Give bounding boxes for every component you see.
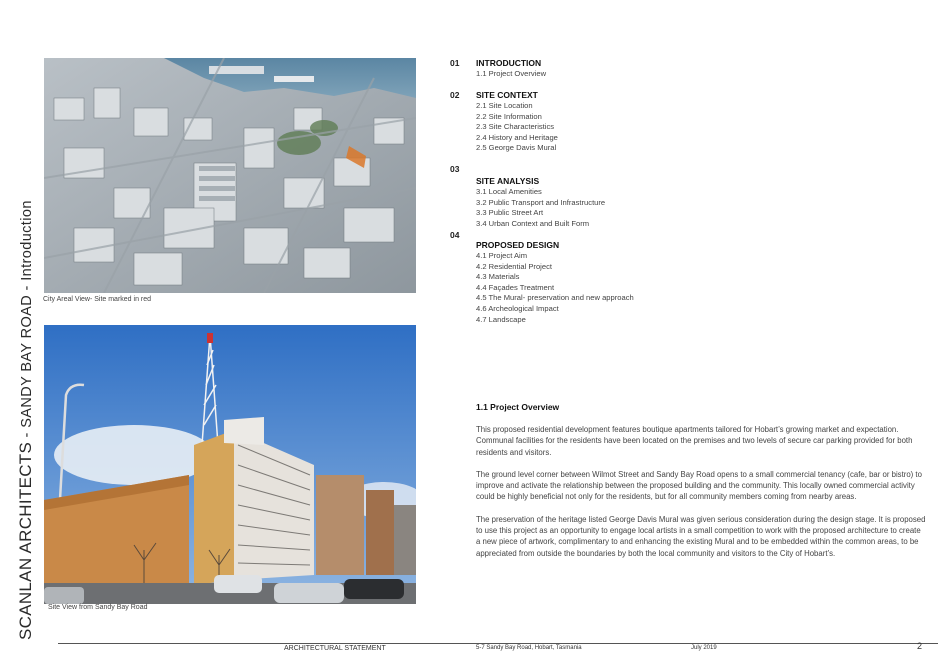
toc-item: 2.2 Site Information bbox=[476, 111, 542, 121]
overview-heading: 1.1 Project Overview bbox=[476, 402, 560, 412]
footer-document-label: ARCHITECTURAL STATEMENT bbox=[284, 645, 386, 652]
toc-item: 2.3 Site Characteristics bbox=[476, 122, 555, 132]
aerial-photo-caption: City Areal View- Site marked in red bbox=[43, 296, 152, 303]
street-photo-caption: Site View from Sandy Bay Road bbox=[48, 604, 148, 611]
street-view-photo bbox=[44, 325, 416, 604]
toc-item: 2.5 George Davis Mural bbox=[476, 143, 557, 153]
toc-item: 4.6 Archeological Impact bbox=[476, 303, 559, 313]
side-title: SCANLAN ARCHITECTS - SANDY BAY ROAD - Introduction bbox=[16, 200, 35, 640]
toc-item: 3.3 Public Street Art bbox=[476, 208, 544, 218]
title-separator: - bbox=[19, 427, 35, 442]
overview-paragraph: The preservation of the heritage listed George Davis Mural was given serious consideration during the design stage. It is proposed to use this project as an opportunity to engage local artists in a small competition to work with the proposed architecture to create a new piece of artwork, complimentary to and enhancing the existing Mural and to be embedded within the common areas, to be appreciated from outside the boundaries by both the local community and visitors to the City of Hobart’s. bbox=[476, 514, 926, 558]
overview-paragraph: This proposed residential development features boutique apartments tailored for Hobart’s growing market and expectation. Communal facilities for the residents have been located on the premises and two levels of secure car parking provided for both residents and visitors. bbox=[476, 425, 913, 457]
toc-section-heading: SITE ANALYSIS bbox=[476, 176, 540, 186]
toc-item: 4.5 The Mural- preservation and new approach bbox=[476, 293, 634, 303]
toc-section-number: 03 bbox=[450, 164, 460, 174]
toc-item: 3.2 Public Transport and Infrastructure bbox=[476, 197, 606, 207]
firm-name: SCANLAN ARCHITECTS bbox=[16, 441, 35, 640]
toc-item: 4.1 Project Aim bbox=[476, 251, 528, 260]
section-name: Introduction bbox=[19, 200, 35, 281]
footer-address: 5-7 Sandy Bay Road, Hobart, Tasmania bbox=[476, 645, 582, 651]
toc-item: 3.4 Urban Context and Built Form bbox=[476, 218, 590, 228]
toc-section-number: 02 bbox=[450, 90, 460, 100]
toc-item: 4.4 Façades Treatment bbox=[476, 282, 555, 292]
toc-item: 2.4 History and Heritage bbox=[476, 132, 558, 142]
toc-item: 3.1 Local Amenities bbox=[476, 187, 542, 196]
toc-item: 4.7 Landscape bbox=[476, 314, 526, 324]
toc-section-heading: PROPOSED DESIGN bbox=[476, 240, 560, 250]
overview-paragraph: The ground level corner between Wilmot Street and Sandy Bay Road opens to a small commercial tenancy (cafe, bar or bistro) to improve and activate the relationship between the proposed building and the community. This locally owned commercial activity could be highly beneficial not only for the residents, but for all community members coming from nearby areas. bbox=[476, 469, 922, 502]
page-number: 2 bbox=[917, 641, 923, 651]
toc-section-heading: SITE CONTEXT bbox=[476, 90, 538, 100]
toc-item: 4.2 Residential Project bbox=[476, 261, 552, 271]
footer-date: July 2019 bbox=[691, 645, 717, 651]
aerial-city-photo bbox=[44, 58, 416, 293]
toc-item: 4.3 Materials bbox=[476, 272, 520, 282]
toc-section-number: 01 bbox=[450, 58, 460, 68]
toc-item: 2.1 Site Location bbox=[476, 101, 533, 110]
project-overview bbox=[476, 402, 926, 570]
footer-divider bbox=[58, 643, 938, 644]
toc-section-number: 04 bbox=[450, 230, 460, 240]
project-name: SANDY BAY ROAD bbox=[19, 294, 35, 428]
toc-section-heading: INTRODUCTION bbox=[476, 58, 542, 68]
toc-item: 1.1 Project Overview bbox=[476, 69, 547, 78]
